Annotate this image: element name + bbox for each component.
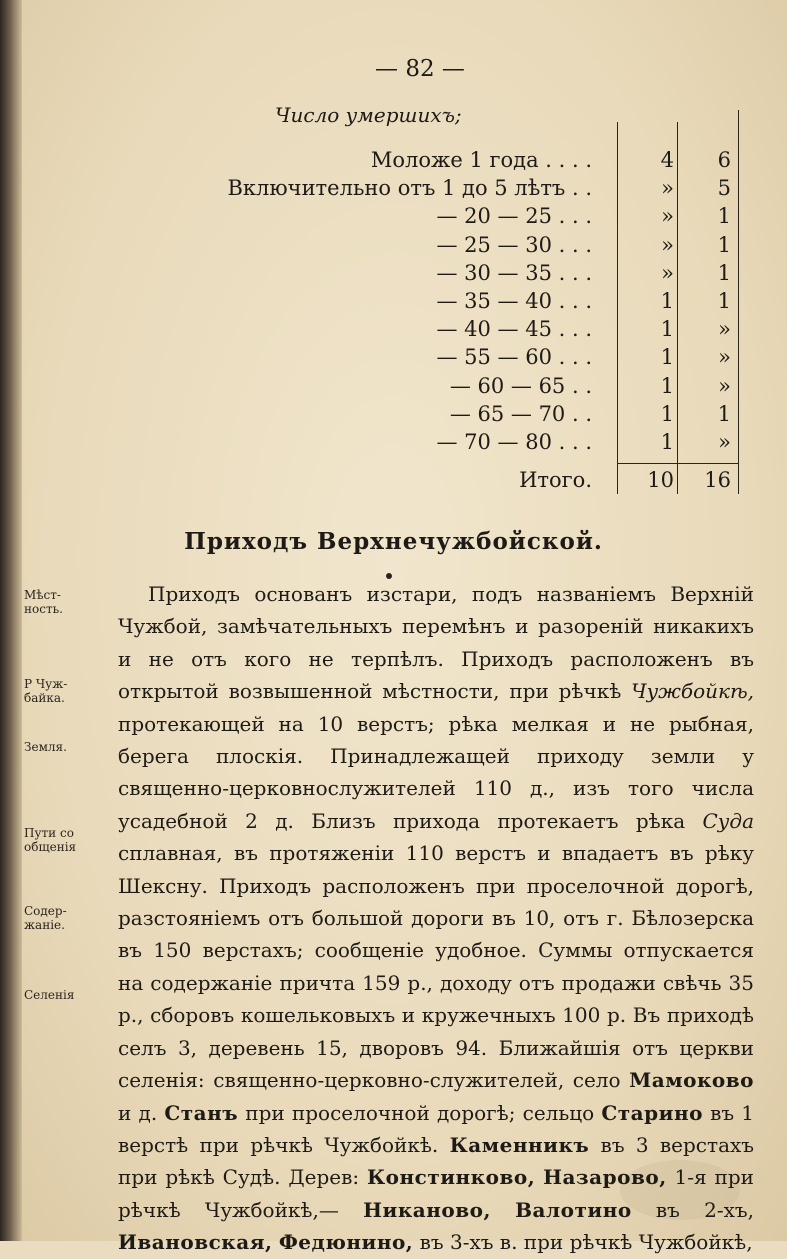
total-col2: 16 — [704, 468, 731, 492]
village-stan: Станъ — [164, 1100, 239, 1125]
total-col1: 10 — [647, 468, 674, 492]
row-col2: » — [718, 430, 731, 454]
body-paragraph: Приходъ основанъ изстари, подъ названіемъ Верхній Чужбой, замѣчательныхъ перемѣнъ и разореній никакихъ и не отъ кого не терпѣлъ. Приходъ расположенъ въ открытой возвышенной мѣстности, при рѣчкѣ Чужбойкѣ, протекающей на 10 верстъ; рѣка мелкая и не рыбная, берега плоскія. Принадлежащей приходу земли у священно-церковнослужителей 110 д., изъ того числа усадебной 2 д. Близъ прихода протекаетъ рѣка Суда сплавная, въ протяженіи 110 верстъ и впадаетъ въ рѣку Шексну. Приходъ расположенъ при проселочной дорогѣ, разстояніемъ отъ большой дороги въ 10, отъ г. Бѣлозерска въ 150 верстахъ; сообщеніе удобное. Суммы отпускается на содержаніе причта 159 р., доходу отъ продажи свѣчь 35 р., сборовъ кошельковыхъ и кружечныхъ 100 р. Въ приходѣ селъ 3, деревень 15, дворовъ 94. Ближайшія отъ церкви селенія: священно-церковно-служителей, село Мамоково и д. Станъ при проселочной дорогѣ; сельцо Старино въ 1 верстѣ при рѣчкѣ Чужбойкѣ. Каменникъ въ 3 верстахъ при рѣкѣ Судѣ. Дерев: Констинково, Назарово, 1-я при рѣчкѣ Чужбойкѣ,— Никаново, Валотино въ 2-хъ, Ивановская, Федюнино, въ 3-хъ в. при рѣчкѣ Чужбойкѣ, — [118, 582, 755, 1255]
mortality-heading: Число умершихъ; — [275, 103, 462, 127]
row-col2: » — [718, 373, 731, 398]
row-col2: 1 — [717, 401, 731, 426]
table-row — [0, 233, 787, 263]
total-row — [0, 468, 787, 498]
row-label: Включительно отъ 1 до 5 лѣтъ . . — [227, 176, 592, 201]
table-total-rule — [617, 463, 738, 464]
village-kamennik: Каменникъ — [449, 1132, 590, 1157]
table-row — [0, 317, 787, 347]
table-row — [0, 430, 787, 460]
river-name: Чужбойкѣ, — [631, 679, 754, 704]
village-ivanovskaya: Ивановская, — [118, 1230, 273, 1255]
table-row — [0, 402, 787, 432]
side-note-seleniya: Селенія — [24, 988, 75, 1002]
village-mamokovo: Мамоково — [629, 1068, 754, 1093]
row-col1: 1 — [660, 401, 674, 426]
village-nazarovo: Назарово, — [543, 1165, 667, 1190]
table-row — [0, 176, 787, 206]
village-fedyunino: Федюнино, — [278, 1230, 414, 1255]
row-col2: 1 — [717, 289, 731, 313]
village-starino: Старино — [601, 1100, 703, 1125]
side-note-soderzhanie: Содер-жаніе. — [24, 904, 67, 932]
row-col2: 1 — [717, 204, 731, 229]
row-col2: 6 — [717, 148, 731, 172]
row-label: — 20 — 25 . . . — [436, 204, 592, 229]
row-col2: » — [718, 345, 731, 370]
row-col1: 1 — [660, 373, 674, 398]
table-row — [0, 204, 787, 234]
table-row — [0, 261, 787, 291]
row-label: — 70 — 80 . . . — [436, 430, 592, 454]
row-col2: 1 — [717, 260, 731, 285]
table-row — [0, 148, 787, 178]
row-label: — 65 — 70 . . — [449, 401, 592, 426]
river-suda: Суда — [702, 808, 754, 833]
village-valotino: Валотино — [515, 1197, 632, 1222]
row-col1: 1 — [660, 289, 674, 313]
table-row — [0, 345, 787, 375]
row-col2: 1 — [717, 232, 731, 257]
row-label: — 40 — 45 . . . — [436, 317, 592, 342]
page-number: — 82 — — [375, 56, 465, 82]
total-label: Итого. — [519, 468, 592, 492]
row-col2: » — [718, 317, 731, 342]
row-label: Моложе 1 года . . . . — [370, 148, 592, 172]
side-note-reka: Р Чуж-байка. — [24, 677, 68, 705]
row-col1: 1 — [660, 317, 674, 342]
village-konstinkovo: Констинково, — [366, 1165, 536, 1190]
row-label: — 35 — 40 . . . — [436, 289, 592, 313]
side-note-puti: Пути со общенія — [24, 826, 77, 854]
row-col1: 1 — [660, 345, 674, 370]
row-label: — 60 — 65 . . — [449, 373, 592, 398]
row-col1: 1 — [660, 430, 674, 454]
row-col1: » — [661, 176, 674, 201]
side-note-zemlya: Земля. — [24, 740, 67, 754]
side-note-mestnost: Мѣст-ность. — [24, 588, 63, 616]
row-col1: » — [661, 232, 674, 257]
section-title: Приходъ Верхнечужбойской. — [184, 528, 603, 555]
row-label: — 25 — 30 . . . — [436, 232, 592, 257]
table-row — [0, 374, 787, 404]
row-col1: 4 — [660, 148, 674, 172]
row-col1: » — [661, 260, 674, 285]
village-nikanovo: Никаново, — [363, 1197, 491, 1222]
row-col1: » — [661, 204, 674, 229]
row-col2: 5 — [717, 176, 731, 201]
row-label: — 30 — 35 . . . — [436, 260, 592, 285]
table-row — [0, 289, 787, 319]
row-label: — 55 — 60 . . . — [436, 345, 592, 370]
body-text — [118, 578, 754, 1259]
